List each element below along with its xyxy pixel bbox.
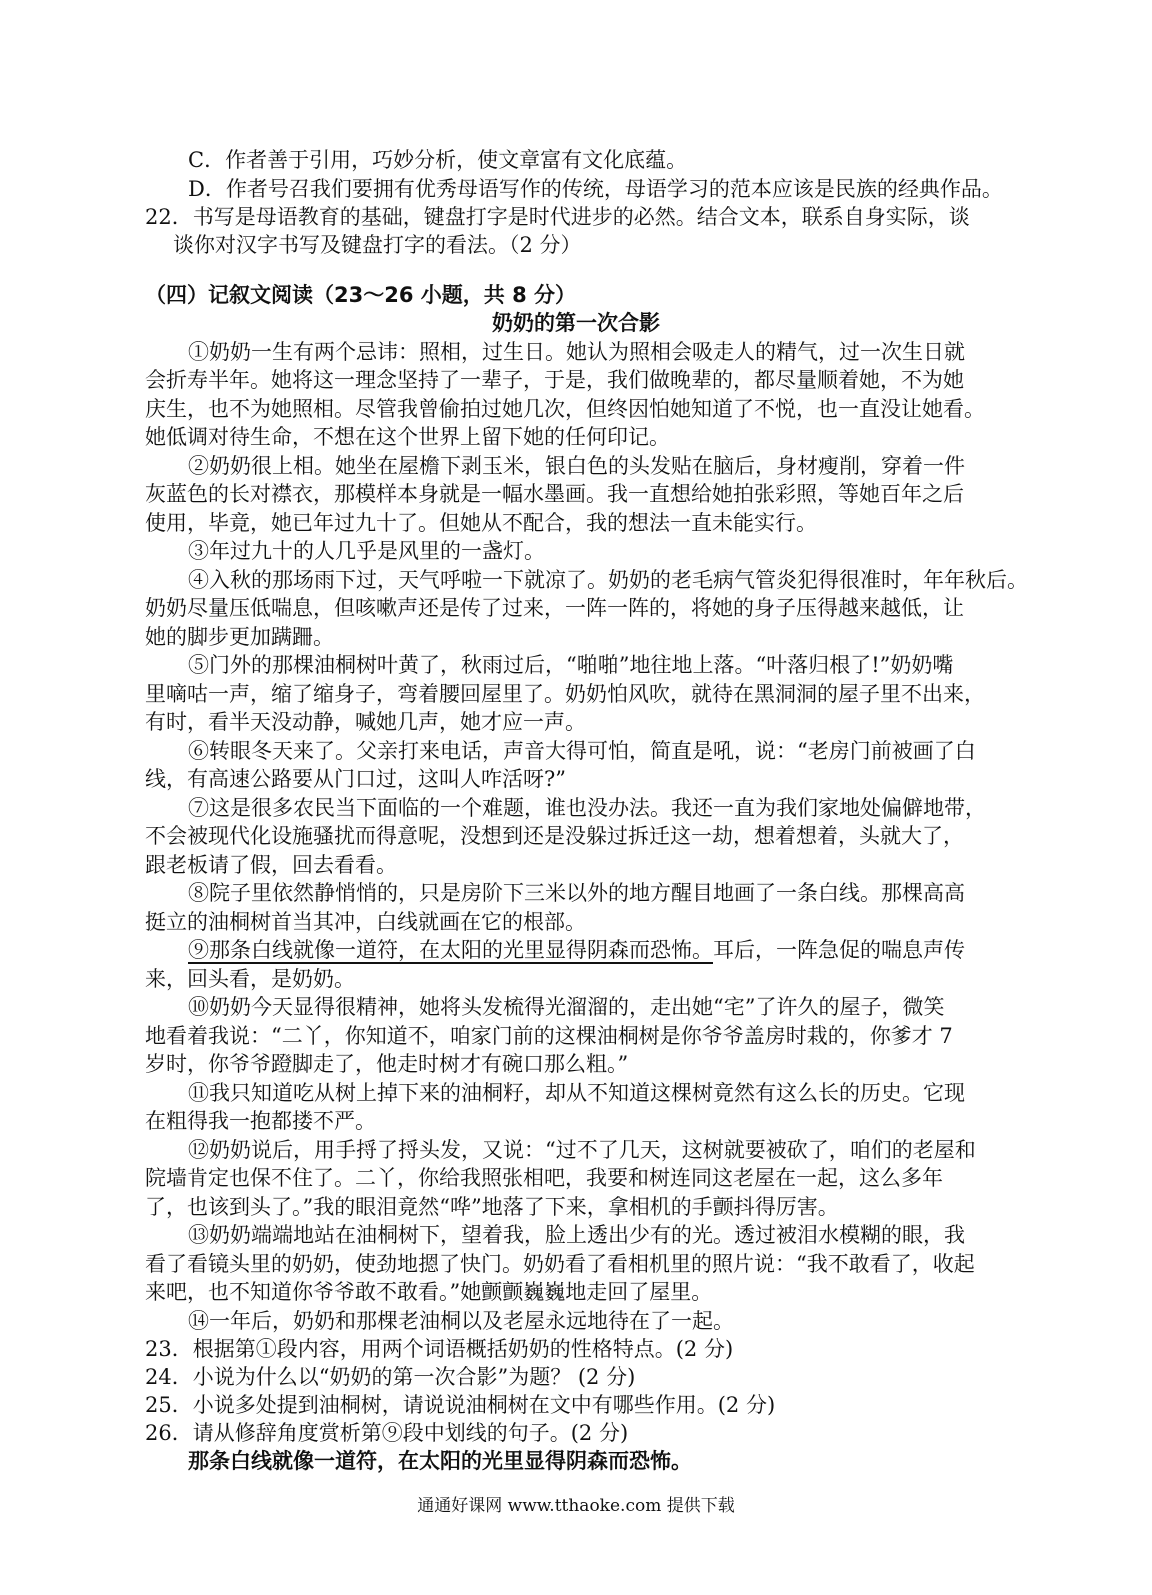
text-line: 她低调对待生命，不想在这个世界上留下她的任何印记。 [145,425,670,449]
section-heading: （四）记叙文阅读（23～26 小题，共 8 分） [145,283,576,307]
text-line: 岁时，你爷爷蹬脚走了，他走时树才有碗口那么粗。” [145,1052,629,1076]
text-span: 耳后，一阵急促的喘息声传 [713,938,965,962]
text-line: ⑩奶奶今天显得很精神，她将头发梳得光溜溜的，走出她“宅”了许久的屋子，微笑 [188,995,945,1019]
text-line: 使用，毕竟，她已年过九十了。但她从不配合，我的想法一直未能实行。 [145,511,817,535]
text-line: ⑬奶奶端端地站在油桐树下，望着我，脸上透出少有的光。透过被泪水模糊的眼，我 [188,1223,965,1247]
text-line: 来，回头看，是奶奶。 [145,967,355,991]
question-23: 23．根据第①段内容，用两个词语概括奶奶的性格特点。(2 分) [145,1337,734,1361]
text-line: 线，有高速公路要从门口过，这叫人咋活呀?” [145,767,566,791]
question-22-cont: 谈你对汉字书写及键盘打字的看法。（2 分） [173,233,582,257]
text-line: 地看着我说：“二丫，你知道不，咱家门前的这棵油桐树是你爷爷盖房时栽的，你爹才 7 [145,1024,953,1048]
text-line: 来吧，也不知道你爷爷敢不敢看。”她颤颤巍巍地走回了屋里。 [145,1280,713,1304]
text-line: 院墙肯定也保不住了。二丫，你给我照张相吧，我要和树连同这老屋在一起，这么多年 [145,1166,943,1190]
text-line: 挺立的油桐树首当其冲，白线就画在它的根部。 [145,910,586,934]
text-line: 看了看镜头里的奶奶，使劲地摁了快门。奶奶看了看相机里的照片说：“我不敢看了，收起 [145,1252,975,1276]
text-line: ⑪我只知道吃从树上掉下来的油桐籽，却从不知道这棵树竟然有这么长的历史。它现 [188,1081,965,1105]
text-line: ⑭一年后，奶奶和那棵老油桐以及老屋永远地待在了一起。 [188,1309,734,1333]
question-26: 26．请从修辞角度赏析第⑨段中划线的句子。(2 分) [145,1421,629,1445]
question-25: 25．小说多处提到油桐树，请说说油桐树在文中有哪些作用。(2 分) [145,1393,776,1417]
text-line: ⑫奶奶说后，用手捋了捋头发，又说：“过不了几天，这树就要被砍了，咱们的老屋和 [188,1138,976,1162]
text-line: 了，也该到头了。”我的眼泪竟然“哗”地落了下来，拿相机的手颤抖得厉害。 [145,1195,839,1219]
text-line: 有时，看半天没动静，喊她几声，她才应一声。 [145,710,586,734]
text-line: ⑤门外的那棵油桐树叶黄了，秋雨过后，“啪啪”地往地上落。“叶落归根了!”奶奶嘴 [188,653,954,677]
text-line: ⑦这是很多农民当下面临的一个难题，谁也没办法。我还一直为我们家地处偏僻地带， [188,796,986,820]
quoted-sentence: 那条白线就像一道符，在太阳的光里显得阴森而恐怖。 [188,1449,692,1473]
text-line: ④入秋的那场雨下过，天气呼啦一下就凉了。奶奶的老毛病气管炎犯得很准时，年年秋后。 [188,568,1028,592]
text-line: 跟老板请了假，回去看看。 [145,853,397,877]
story-title: 奶奶的第一次合影 [492,311,660,335]
text-line: ③年过九十的人几乎是风里的一盏灯。 [188,539,545,563]
footer-credit: 通通好课网 www.tthaoke.com 提供下载 [417,1496,735,1516]
question-24: 24．小说为什么以“奶奶的第一次合影”为题？ (2 分) [145,1365,636,1389]
text-line [188,936,965,964]
text-line: ①奶奶一生有两个忌讳：照相，过生日。她认为照相会吸走人的精气，过一次生日就 [188,340,965,364]
text-line: 灰蓝色的长对襟衣，那模样本身就是一幅水墨画。我一直想给她拍张彩照，等她百年之后 [145,482,964,506]
text-line: ⑧院子里依然静悄悄的，只是房阶下三米以外的地方醒目地画了一条白线。那棵高高 [188,881,965,905]
text-line: 里嘀咕一声，缩了缩身子，弯着腰回屋里了。奶奶怕风吹，就待在黑洞洞的屋子里不出来， [145,682,985,706]
text-line: 不会被现代化设施骚扰而得意呢，没想到还是没躲过拆迁这一劫，想着想着，头就大了， [145,824,964,848]
text-line: 会折寿半年。她将这一理念坚持了一辈子，于是，我们做晚辈的，都尽量顺着她，不为她 [145,368,964,392]
text-line: 奶奶尽量压低喘息，但咳嗽声还是传了过来，一阵一阵的，将她的身子压得越来越低，让 [145,596,964,620]
option-d: D．作者号召我们要拥有优秀母语写作的传统，母语学习的范本应该是民族的经典作品。 [188,177,1003,201]
text-line: 庆生，也不为她照相。尽管我曾偷拍过她几次，但终因怕她知道了不悦，也一直没让她看。 [145,397,985,421]
underlined-sentence: ⑨那条白线就像一道符，在太阳的光里显得阴森而恐怖。 [188,938,713,962]
option-c: C．作者善于引用，巧妙分析，使文章富有文化底蕴。 [188,148,688,172]
text-line: 她的脚步更加蹒跚。 [145,625,334,649]
question-22: 22．书写是母语教育的基础，键盘打字是时代进步的必然。结合文本，联系自身实际，谈 [145,205,970,229]
text-line: ②奶奶很上相。她坐在屋檐下剥玉米，银白色的头发贴在脑后，身材瘦削，穿着一件 [188,454,965,478]
text-line: ⑥转眼冬天来了。父亲打来电话，声音大得可怕，简直是吼，说：“老房门前被画了白 [188,739,976,763]
text-line: 在粗得我一抱都搂不严。 [145,1109,376,1133]
